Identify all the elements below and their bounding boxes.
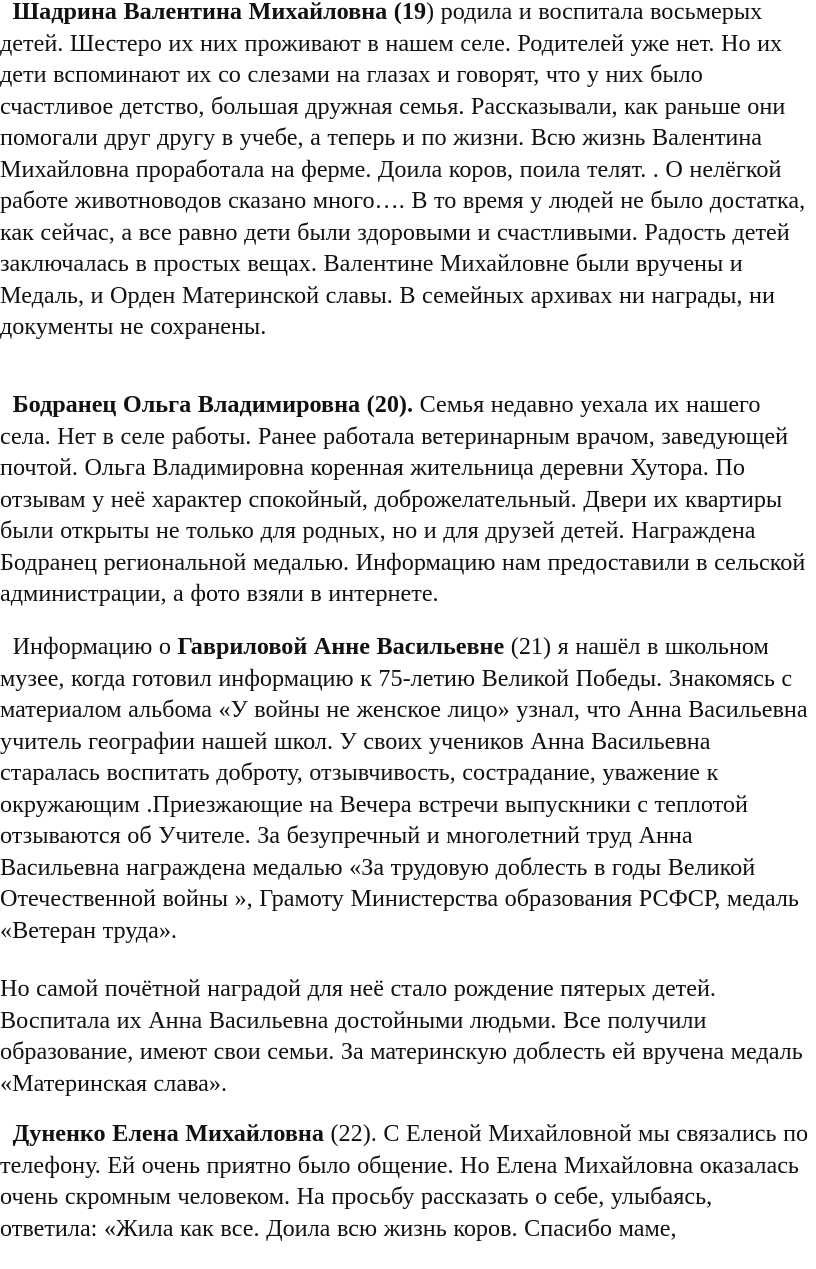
paragraph-indent: [0, 0, 13, 25]
paragraph-indent: [0, 633, 13, 660]
paragraph-text: ) родила и воспитала восьмерых детей. Шестеро их них проживают в нашем селе. Родителей уже нет. Но их дети вспоминают их со слезами на глазах и говорят, что у них было счастливое детство, большая дружная семья. Рассказывали, как раньше они помогали друг другу в учебе, а теперь и по жизни. Всю жизнь Валентина Михайловна проработала на ферме. Доила коров, поила телят. . О нелёгкой работе животноводов сказано много…. В то время у людей не было достатка, как сейчас, а все равно дети были здоровыми и счастливыми. Радость детей заключалась в простых вещах. Валентине Михайловне были вручены и Медаль, и Орден Материнской славы. В семейных архивах ни награды, ни документы не сохранены.: [0, 0, 806, 340]
paragraph-indent: [0, 1120, 13, 1147]
paragraph-lead-text: Информацию о: [12, 633, 178, 660]
paragraph-bodranets: [0, 389, 816, 610]
paragraph-shadrina: [0, 0, 816, 343]
paragraph-gavrilova: [0, 631, 816, 946]
person-name-bodranets: Бодранец Ольга Владимировна (20).: [12, 391, 414, 418]
person-name-dunenko: Дуненко Елена Михайловна: [12, 1120, 324, 1147]
paragraph-text: Семья недавно уехала их нашего села. Нет в селе работы. Ранее работала ветеринарным врачом, заведующей почтой. Ольга Владимировна коренная жительница деревни Хутора. По отзывам у неё характер спокойный, доброжелательный. Двери их квартиры были открыты не только для родных, но и для друзей детей. Награждена Бодранец региональной медалью. Информацию нам предоставили в сельской администрации, а фото взяли в интернете.: [0, 391, 806, 607]
person-name-shadrina: Шадрина Валентина Михайловна (19: [12, 0, 427, 25]
paragraph-indent: [0, 391, 13, 418]
paragraph-dunenko: [0, 1118, 816, 1244]
paragraph-text: (22). С Еленой Михайловной мы связались по телефону. Ей очень приятно было общение. Но Елена Михайловна оказалась очень скромным человеком. На просьбу рассказать о себе, улыбаясь, ответила: «Жила как все. Доила всю жизнь коров. Спасибо маме,: [0, 1120, 809, 1242]
paragraph-gavrilova-children: [0, 973, 816, 1099]
person-name-gavrilova: Гавриловой Анне Васильевне: [177, 633, 505, 660]
paragraph-text: Но самой почётной наградой для неё стало рождение пятерых детей. Воспитала их Анна Васильевна достойными людьми. Все получили образование, имеют свои семьи. За материнскую доблесть ей вручена медаль «Материнская слава».: [0, 975, 803, 1097]
paragraph-text: (21) я нашёл в школьном музее, когда готовил информацию к 75-летию Великой Победы. Знакомясь с материалом альбома «У войны не женское лицо» узнал, что Анна Васильевна учитель географии нашей школ. У своих учеников Анна Васильевна старалась воспитать доброту, отзывчивость, сострадание, уважение к окружающим .Приезжающие на Вечера встречи выпускники с теплотой отзываются об Учителе. За безупречный и многолетний труд Анна Васильевна награждена медалью «За трудовую доблесть в годы Великой Отечественной войны », Грамоту Министерства образования РСФСР, медаль «Ветеран труда».: [0, 633, 808, 944]
